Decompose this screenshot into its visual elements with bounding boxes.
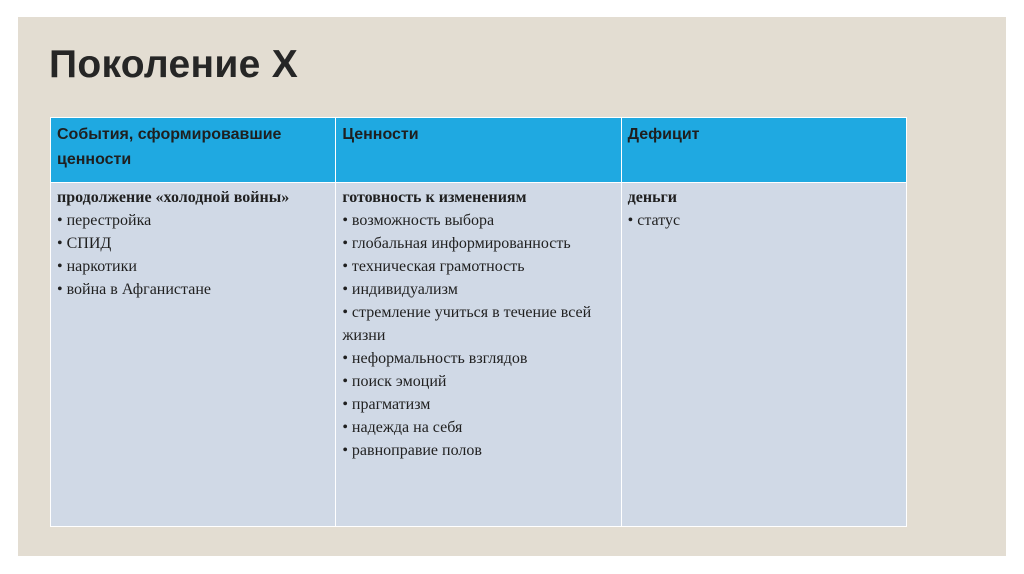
list-item: • глобальная информированность (342, 235, 571, 252)
list-item: • война в Афганистане (57, 281, 211, 298)
list-item: • прагматизм (342, 396, 431, 413)
deficit-list (628, 209, 900, 232)
events-lead: продолжение «холодной войны» (57, 189, 290, 206)
deficit-lead: деньги (627, 189, 678, 206)
list-item: • неформальность взглядов (342, 350, 528, 367)
values-lead: готовность к изменениям (342, 189, 527, 206)
values-list (342, 209, 614, 462)
list-item: • статус (627, 212, 681, 229)
list-item: • возможность выбора (342, 212, 495, 229)
header-deficit: Дефицит (621, 118, 906, 183)
list-item: • наркотики (57, 258, 137, 275)
list-item: • поиск эмоций (342, 373, 447, 390)
list-item: • индивидуализм (342, 281, 458, 298)
events-cell (51, 183, 336, 527)
events-list (57, 209, 329, 301)
list-item: • стремление учиться в течение всей жизни (342, 304, 592, 344)
slide (18, 17, 1006, 556)
slide-title: Поколение X (49, 43, 299, 86)
header-values: Ценности (336, 118, 621, 183)
list-item: • надежда на себя (342, 419, 463, 436)
list-item: • равноправие полов (342, 442, 482, 459)
list-item: • перестройка (57, 212, 152, 229)
list-item: • СПИД (57, 235, 112, 252)
deficit-cell (621, 183, 906, 527)
list-item: • техническая грамотность (342, 258, 525, 275)
table-body-row (51, 183, 907, 527)
table-header-row (51, 118, 907, 183)
generation-table (50, 117, 907, 527)
header-events: События, сформировавшие ценности (51, 118, 336, 183)
values-cell (336, 183, 621, 527)
